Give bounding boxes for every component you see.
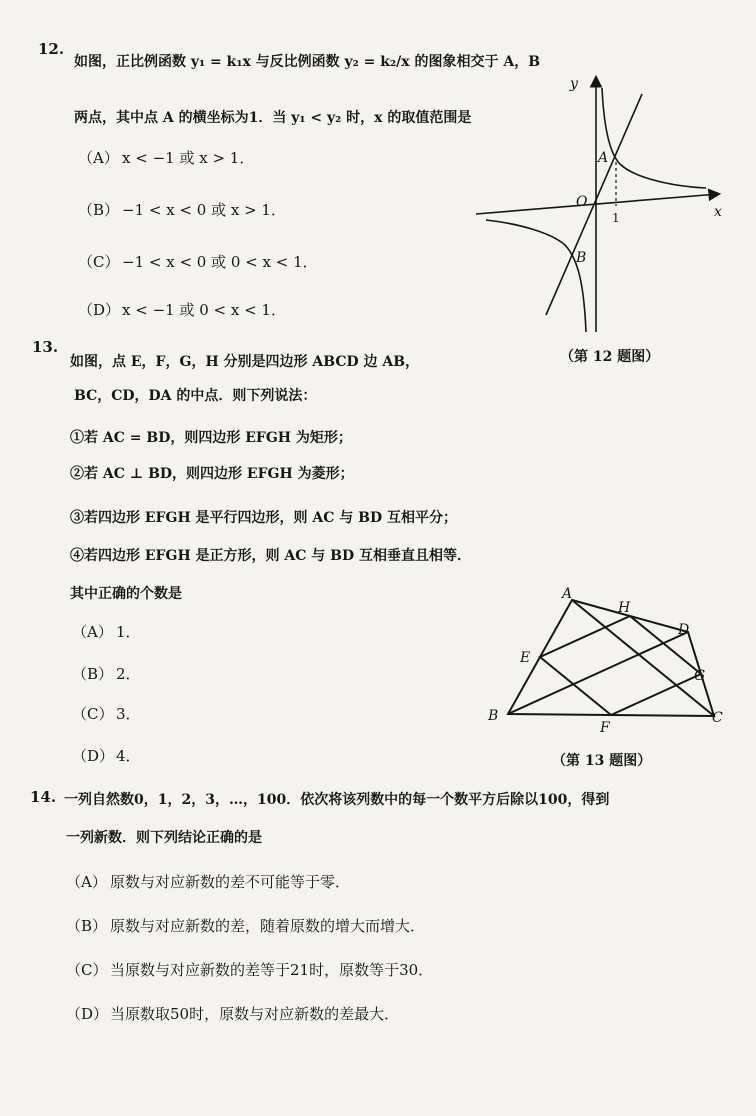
q14-option-b-label: （B）	[66, 917, 108, 935]
q13-label-e: E	[520, 650, 531, 666]
q12-option-c	[78, 252, 318, 272]
q13-option-d	[72, 746, 141, 766]
q13-diagonal-ac	[572, 600, 714, 716]
q13-option-b-label: （B）	[72, 665, 114, 683]
q13-stem-line1: 如图，点 E，F，G，H 分别是四边形 ABCD 边 AB，	[70, 354, 420, 370]
q12-origin-label: O	[576, 194, 588, 210]
q13-statement-2: ②若 AC ⊥ BD，则四边形 EFGH 为菱形；	[70, 466, 354, 482]
q14-stem-line1: 一列自然数0，1，2，3，…，100．依次将该列数中的每一个数平方后除以100，得到	[64, 792, 610, 808]
q14-stem-line2: 一列新数．则下列结论正确的是	[66, 830, 262, 846]
q13-option-a-text: 1．	[116, 623, 141, 641]
q12-linear-graph	[546, 94, 642, 315]
q12-point-b-label: B	[576, 250, 587, 266]
q12-hyperbola-branch-3	[486, 220, 586, 332]
q12-option-b-text: −1 < x < 0 或 x > 1．	[122, 201, 286, 219]
q12-y-axis-label: y	[570, 76, 578, 92]
q13-option-c-label: （C）	[72, 705, 114, 723]
q14-option-b-text: 原数与对应新数的差，随着原数的增大而增大．	[110, 917, 426, 935]
q12-option-a-label: （A）	[78, 149, 119, 167]
q12-option-d	[78, 300, 286, 320]
q13-option-d-text: 4．	[116, 747, 141, 765]
q14-number: 14.	[30, 788, 57, 806]
q13-option-a-label: （A）	[72, 623, 113, 641]
q13-label-b: B	[488, 708, 499, 724]
q13-number: 13.	[32, 338, 59, 356]
q12-number: 12.	[38, 40, 65, 58]
q13-statement-4: ④若四边形 EFGH 是正方形，则 AC 与 BD 互相垂直且相等．	[70, 548, 472, 564]
q12-option-c-label: （C）	[78, 253, 120, 271]
q12-hyperbola-branch-1	[602, 88, 706, 188]
q12-option-b-label: （B）	[78, 201, 120, 219]
q14-option-a-label: （A）	[66, 873, 107, 891]
q13-label-a: A	[562, 586, 573, 602]
q13-label-h: H	[618, 600, 631, 616]
q12-figure	[470, 70, 730, 340]
q13-quadrilateral-efgh	[540, 616, 701, 715]
q13-label-d: D	[678, 622, 690, 638]
q12-x-axis-label: x	[714, 204, 722, 220]
q13-figure-caption: （第 13 题图）	[552, 753, 652, 769]
q13-question: 其中正确的个数是	[70, 586, 182, 602]
q13-option-c	[72, 704, 141, 724]
q12-figure-caption: （第 12 题图）	[560, 349, 660, 365]
q14-option-c	[66, 960, 433, 980]
q12-stem-line1: 如图，正比例函数 y₁ = k₁x 与反比例函数 y₂ = k₂/x 的图象相交于 A，B	[74, 54, 541, 70]
q13-label-c: C	[712, 710, 723, 726]
q14-option-c-text: 当原数与对应新数的差等于21时，原数等于30．	[110, 961, 434, 979]
q14-option-b	[66, 916, 425, 936]
q14-option-a-text: 原数与对应新数的差不可能等于零．	[110, 873, 351, 891]
q14-option-d-text: 当原数取50时，原数与对应新数的差最大．	[110, 1005, 400, 1023]
q13-label-f: F	[600, 720, 610, 734]
q12-option-d-text: x < −1 或 0 < x < 1．	[122, 301, 286, 319]
q13-option-b-text: 2．	[116, 665, 141, 683]
q13-figure	[480, 584, 730, 734]
q12-stem-line2: 两点，其中点 A 的横坐标为1．当 y₁ < y₂ 时，x 的取值范围是	[74, 110, 472, 126]
q13-option-a	[72, 622, 141, 642]
q12-option-a	[78, 148, 254, 168]
q14-option-a	[66, 872, 350, 892]
q14-option-c-label: （C）	[66, 961, 108, 979]
q13-label-g: G	[694, 668, 706, 684]
q12-point-a-label: A	[598, 150, 609, 166]
q12-option-b	[78, 200, 286, 220]
q13-stem-line2: BC，CD，DA 的中点．则下列说法：	[74, 388, 317, 404]
q13-quadrilateral-abcd	[508, 600, 714, 716]
q13-option-d-label: （D）	[72, 747, 115, 765]
q13-option-c-text: 3．	[116, 705, 141, 723]
q12-option-c-text: −1 < x < 0 或 0 < x < 1．	[122, 253, 318, 271]
q13-statement-1: ①若 AC = BD，则四边形 EFGH 为矩形；	[70, 430, 352, 446]
q12-option-a-text: x < −1 或 x > 1．	[122, 149, 255, 167]
q14-option-d-label: （D）	[66, 1005, 109, 1023]
q13-option-b	[72, 664, 141, 684]
q12-tick-1-label: 1	[612, 211, 620, 225]
q13-statement-3: ③若四边形 EFGH 是平行四边形，则 AC 与 BD 互相平分；	[70, 510, 458, 526]
q12-option-d-label: （D）	[78, 301, 121, 319]
q14-option-d	[66, 1004, 399, 1024]
